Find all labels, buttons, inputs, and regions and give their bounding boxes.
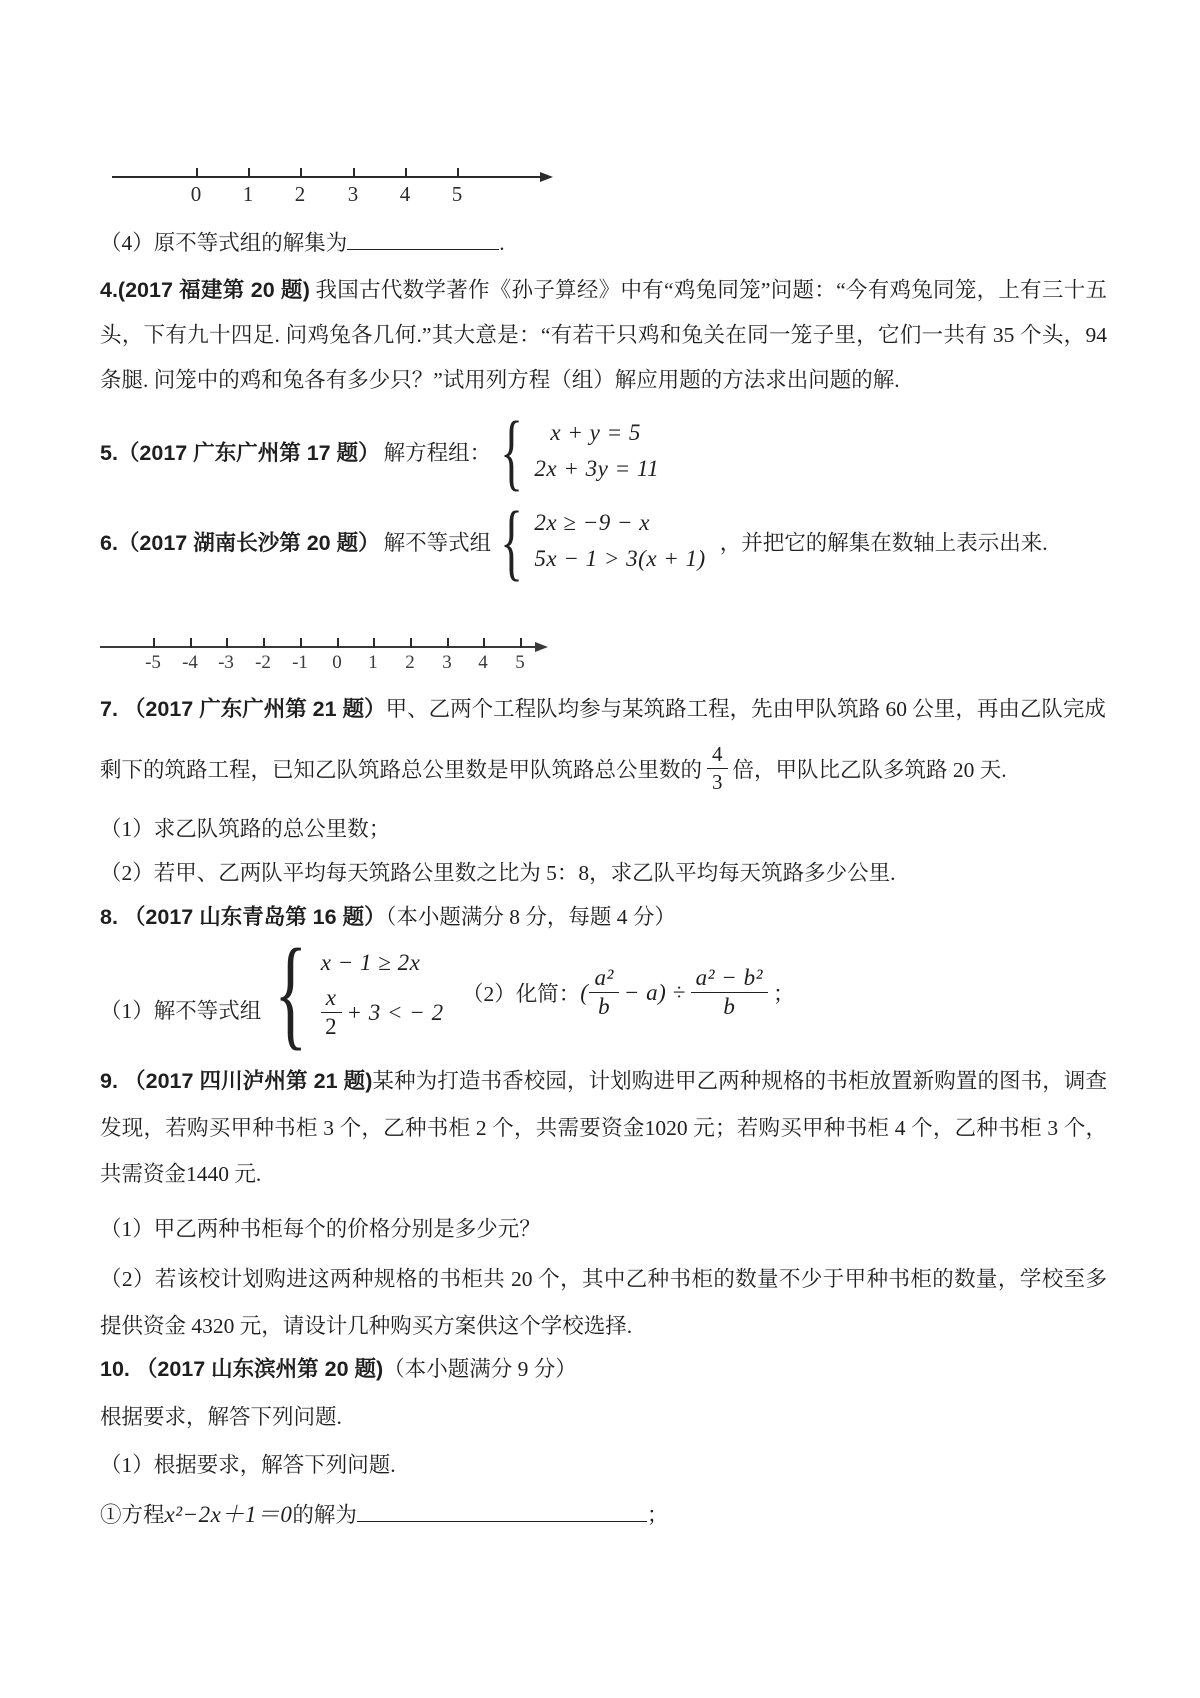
axis-tick-label: 5 xyxy=(515,652,525,673)
axis-tick-label: 1 xyxy=(242,182,254,206)
tick-mark xyxy=(263,638,265,648)
inequality-1: 2x ≥ −9 − x xyxy=(534,510,650,535)
tick-mark xyxy=(226,638,228,648)
middle-expression: − a) ÷ xyxy=(623,979,686,1005)
problem-4-text: 我国古代数学著作《孙子算经》中有“鸡兔同笼”问题：“今有鸡兔同笼，上有三十五头，下有九十四足. 问鸡兔各几何.”其大意是：“有若干只鸡和兔关在同一笼子里，它们一共有 35 个头，94 条腿. 问笼中的鸡和兔各有多少只？”试用列方程（组）解应用题的方法求出问题的解. xyxy=(100,278,1107,392)
tick-mark xyxy=(373,638,375,648)
axis-tick-label: -2 xyxy=(255,652,271,673)
tick-mark xyxy=(337,638,339,648)
tick-mark xyxy=(457,168,459,178)
problem-6-label: 解不等式组 xyxy=(383,530,492,555)
tick-mark xyxy=(190,638,192,648)
problem-7-part1: （1）求乙队筑路的总公里数； xyxy=(100,817,391,841)
fraction-numerator: a² xyxy=(589,965,618,993)
problem-7-line2 xyxy=(100,736,1007,800)
problem-7-heading: 7. （2017 广东广州第 21 题） xyxy=(100,697,386,721)
axis-line xyxy=(112,176,542,178)
axis-arrow-icon xyxy=(535,642,548,652)
part2-label: （2）化简： xyxy=(462,982,581,1006)
axis-tick-label: 0 xyxy=(332,652,342,673)
problem-7-text2: 剩下的筑路工程，已知乙队筑路总公里数是甲队筑路总公里数的 xyxy=(100,757,703,782)
part4-label: （4）原不等式组的解集为 xyxy=(100,231,348,255)
problem-6 xyxy=(100,493,1048,589)
fraction-denominator: b xyxy=(598,994,611,1019)
fraction-denominator: 2 xyxy=(325,1014,338,1039)
number-line-1 xyxy=(112,158,562,210)
tick-mark xyxy=(153,638,155,648)
axis-tick-label: 2 xyxy=(405,652,415,673)
axis-tick-label: 3 xyxy=(442,652,452,673)
problem-8-part1 xyxy=(100,923,444,1061)
problem-9-text: 某种为打造书香校园，计划购进甲乙两种规格的书柜放置新购置的图书，调查发现，若购买甲种书柜 3 个，乙种书柜 2 个，共需要资金1020 元；若购买甲种书柜 4 个，乙种书柜 3 个，共需资金1440 元. xyxy=(100,1069,1107,1186)
problem-6-heading: 6.（2017 湖南长沙第 20 题） xyxy=(100,530,380,555)
fraction-four-thirds xyxy=(707,742,728,793)
fraction-numerator: 4 xyxy=(707,742,728,768)
axis-tick-label: 5 xyxy=(451,182,463,206)
problem-8-subtitle: （本小题满分 8 分，每题 4 分） xyxy=(385,905,676,929)
problem-5-label: 解方程组： xyxy=(383,440,492,465)
problem-5-heading: 5.（2017 广东广州第 17 题） xyxy=(100,440,380,465)
axis-tick-label: 0 xyxy=(190,182,202,206)
tick-mark xyxy=(196,168,198,178)
fraction-a2-minus-b2-over-b xyxy=(691,965,768,1021)
problem-8-part2 xyxy=(462,930,794,1055)
problem-8-heading-line xyxy=(100,900,676,931)
problem-10-part1: （1）根据要求，解答下列问题. xyxy=(100,1453,396,1477)
semicolon: ； xyxy=(772,982,795,1006)
left-brace: { xyxy=(274,923,308,1061)
problem-7-part2: （2）若甲、乙两队平均每天筑路公里数之比为 5：8，求乙队平均每天筑路多少公里. xyxy=(100,861,896,885)
fraction-denominator: 3 xyxy=(712,769,723,794)
part1-label: （1）解不等式组 xyxy=(100,999,262,1023)
problem-4 xyxy=(100,268,1107,403)
tick-mark xyxy=(405,168,407,178)
equation-1: x + y = 5 xyxy=(550,420,641,445)
period: . xyxy=(499,231,505,255)
tick-mark xyxy=(300,168,302,178)
problem-10-line1: 根据要求，解答下列问题. xyxy=(100,1405,342,1429)
inequality-2 xyxy=(321,985,444,1041)
axis-tick-label: 4 xyxy=(399,182,411,206)
inequality-system xyxy=(321,945,444,1041)
inequality-1: x − 1 ≥ 2x xyxy=(320,949,421,975)
answer-blank xyxy=(357,1498,647,1522)
fraction-numerator: x xyxy=(321,985,342,1013)
problem-7-text1: 甲、乙两个工程队均参与某筑路工程，先由甲队筑路 60 公里，再由乙队完成 xyxy=(385,697,1106,721)
inequality-system xyxy=(534,505,705,577)
equation-2: 2x + 3y = 11 xyxy=(534,456,660,481)
tick-mark xyxy=(520,638,522,648)
tick-mark xyxy=(483,638,485,648)
problem-7-text3: 倍，甲队比乙队多筑路 20 天. xyxy=(732,757,1007,782)
fraction-x-over-2 xyxy=(321,985,342,1041)
problem-6-suffix: ，并把它的解集在数轴上表示出来. xyxy=(719,530,1048,555)
left-brace: { xyxy=(500,493,524,589)
problem-7-line1 xyxy=(100,692,1106,723)
sub1-prefix: ①方程 xyxy=(100,1503,165,1527)
number-line-2 xyxy=(95,626,560,678)
problem-8-body xyxy=(100,923,1107,1061)
left-brace: { xyxy=(500,403,524,499)
axis-tick-label: -3 xyxy=(218,652,234,673)
problem-5 xyxy=(100,403,660,499)
inequality-2: 5x − 1 > 3(x + 1) xyxy=(534,546,706,571)
tick-mark xyxy=(447,638,449,648)
equation-system xyxy=(534,415,659,487)
problem-9 xyxy=(100,1058,1107,1198)
question-3-part4-line xyxy=(100,226,505,257)
open-paren: ( xyxy=(580,979,589,1005)
tick-mark xyxy=(300,638,302,648)
fraction-a2-over-b xyxy=(589,965,618,1021)
sub1-end: ； xyxy=(646,1503,669,1527)
axis-tick-label: -4 xyxy=(182,652,198,673)
problem-10-subtitle: （本小题满分 9 分） xyxy=(383,1357,577,1381)
axis-tick-label: 1 xyxy=(368,652,378,673)
tick-mark xyxy=(248,168,250,178)
problem-10-heading-line xyxy=(100,1352,577,1383)
answer-blank xyxy=(347,226,499,250)
sub1-suffix: 的解为 xyxy=(292,1503,357,1527)
fraction-numerator: a² − b² xyxy=(691,965,768,993)
axis-tick-label: 3 xyxy=(347,182,359,206)
problem-4-heading: 4.(2017 福建第 20 题) xyxy=(100,278,310,302)
axis-tick-label: -5 xyxy=(145,652,161,673)
axis-line xyxy=(100,646,537,648)
axis-tick-label: 2 xyxy=(294,182,306,206)
problem-9-part2: （2）若该校计划购进这两种规格的书柜共 20 个，其中乙种书柜的数量不少于甲种书柜的数量，学校至多提供资金 4320 元，请设计几种购买方案供这个学校选择. xyxy=(100,1267,1107,1338)
problem-9-heading: 9. （2017 四川泸州第 21 题) xyxy=(100,1069,373,1093)
problem-8-heading: 8. （2017 山东青岛第 16 题） xyxy=(100,905,386,929)
axis-arrow-icon xyxy=(540,172,553,182)
inequality-2-rest: + 3 < − 2 xyxy=(346,999,444,1025)
tick-mark xyxy=(410,638,412,648)
axis-tick-label: 4 xyxy=(478,652,488,673)
problem-10-sub1 xyxy=(100,1496,668,1529)
tick-mark xyxy=(353,168,355,178)
equation-x2-2x-1: x²−2x＋1＝0 xyxy=(164,1502,293,1527)
fraction-denominator: b xyxy=(723,994,736,1019)
axis-tick-label: -1 xyxy=(292,652,308,673)
problem-10-heading: 10. （2017 山东滨州第 20 题) xyxy=(100,1357,384,1381)
problem-9-part1: （1）甲乙两种书柜每个的价格分别是多少元？ xyxy=(100,1217,541,1241)
